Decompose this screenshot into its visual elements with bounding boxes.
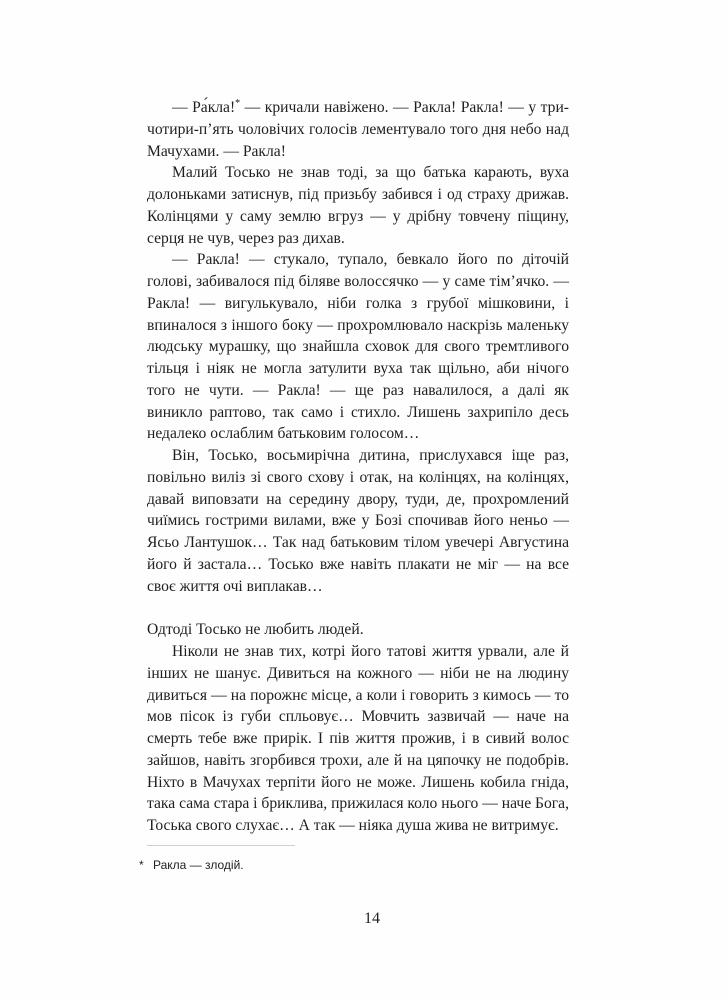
page-number: 14 (364, 910, 380, 927)
paragraph-6: Ніколи не знав тих, котрі його татові життя урвали, але й інших не шанує. Дивиться на кожного — ніби не на людину дивиться — на порожнє місце, а коли і говорить з кимось — то мов пісок із губи спльовує… Мовчить зазвичай — наче на смерть тебе вже прирік. І пів життя прожив, і в сивий волос зайшов, навіть згорбився трохи, але й на цяпочку не подобрів. Ніхто в Мачухах терпіти його не може. Лишень кобила гніда, така сама стара і бриклива, прижилася коло нього — наче Бога, Тоська свого слухає… А так — ніяка душа жива не витримує. (147, 643, 569, 834)
paragraph-1-before: — Ра́кла! (172, 99, 236, 116)
paragraph-1 (147, 97, 569, 162)
paragraph-2: Малий Тосько не знав тоді, за що батька карають, вуха долоньками затиснув, під призьбу забився і од страху дрижав. Колінцями у саму землю вгруз — у дрібну товчену піщину, серця не чув, через раз дихав. (147, 164, 569, 247)
footnote-mark: * (139, 858, 144, 872)
paragraph-4: Він, Тосько, восьмирічна дитина, прислухався іще раз, повільно виліз зі свого схову і отак, на колінцях, на колінцях, давай виповзати на середину двору, туди, де, прохромлений чиїмись гострими вилами, вже у Бозі спочивав його неньо — Ясьо Лантушок… Так над батьковим тілом увечері Августина його й застала… Тосько вже навіть плакати не міг — на все своє життя очі виплакав… (147, 447, 569, 595)
footnote-reference: * (235, 97, 241, 109)
paragraph-3: — Ракла! — стукало, тупало, бевкало його по діточій голові, забивалося під біляве волоссячко — у саме тім’ячко. — Ракла! — вигулькувало, ніби голка з грубої мішковини, і впиналося з іншого боку — прохромлювало наскрізь маленьку людську мурашку, що знайшла сховок для свого тремтливого тільця і ніяк не могла затулити вуха так щільно, аби нічого того не чути. — Ракла! — ще раз навалилося, а далі як виникло раптово, так само і стихло. Лишень захрипіло десь недалеко ослаблим батьковим голосом… (147, 251, 569, 443)
paragraph-1-after: — кричали навіжено. — Ракла! Ракла! — у три-чотири-п’ять чоловічих голосів лементувало того дня небо над Мачухами. — Ракла! (147, 99, 570, 160)
main-text (147, 97, 569, 837)
paragraph-5: Одтоді Тосько не любить людей. (147, 621, 364, 639)
footnote (139, 856, 439, 874)
footnote-divider (147, 845, 295, 846)
footnote-text: Ракла — злодій. (153, 858, 244, 872)
section-break (147, 597, 569, 619)
